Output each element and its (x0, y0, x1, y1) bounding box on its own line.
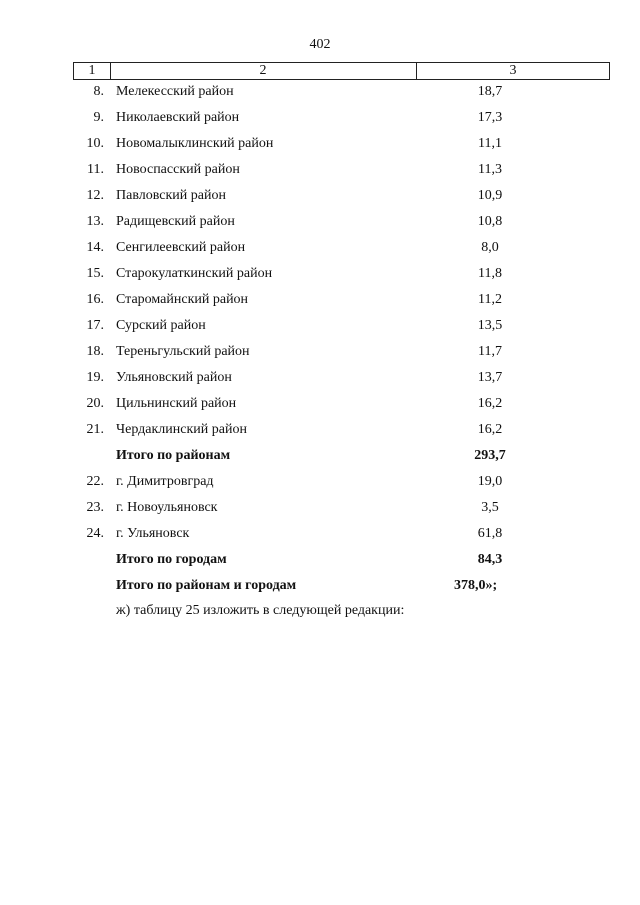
row-number: 9. (93, 110, 104, 125)
row-number: 19. (86, 370, 104, 385)
row-number: 24. (86, 526, 104, 541)
table-row (0, 420, 640, 446)
row-number: 22. (86, 474, 104, 489)
row-name: Старокулаткинский район (116, 266, 273, 281)
row-number: 18. (86, 344, 104, 359)
table-row (0, 160, 640, 186)
table-row (0, 368, 640, 394)
row-number: 11. (87, 162, 104, 177)
row-name: г. Ульяновск (116, 526, 190, 541)
amendment-note: ж) таблицу 25 изложить в следующей редакции: (116, 603, 405, 618)
row-value: 19,0 (477, 474, 503, 489)
row-value: 13,5 (477, 318, 503, 333)
row-name: Тереньгульский район (116, 344, 250, 359)
row-number: 12. (86, 188, 104, 203)
row-value: 16,2 (477, 396, 503, 411)
row-value: 8,0 (481, 240, 499, 255)
table-row (0, 108, 640, 134)
row-number: 23. (86, 500, 104, 515)
row-name: Мелекесский район (116, 84, 234, 99)
row-value: 378,0»; (454, 578, 498, 593)
row-number: 14. (86, 240, 104, 255)
table-row (0, 394, 640, 420)
row-value: 13,7 (477, 370, 503, 385)
table-row (0, 186, 640, 212)
header-cell-name: 2 (110, 63, 417, 79)
row-number: 16. (86, 292, 104, 307)
row-number: 10. (86, 136, 104, 151)
row-name: г. Димитровград (116, 474, 214, 489)
table-row (0, 498, 640, 524)
row-name: Павловский район (116, 188, 226, 203)
row-name: Николаевский район (116, 110, 240, 125)
row-name: Цильнинский район (116, 396, 237, 411)
row-name: Итого по районам и городам (116, 578, 297, 593)
row-value: 10,9 (477, 188, 503, 203)
table-header (73, 62, 610, 80)
row-name: Новоспасский район (116, 162, 240, 177)
table-total-row (0, 550, 640, 576)
row-name: Чердаклинский район (116, 422, 247, 437)
row-value: 11,1 (478, 136, 502, 151)
row-number: 20. (86, 396, 104, 411)
table-row (0, 238, 640, 264)
table-row (0, 134, 640, 160)
table-body (0, 82, 640, 602)
row-value: 61,8 (477, 526, 503, 541)
row-name: г. Новоульяновск (116, 500, 218, 515)
row-name: Сурский район (116, 318, 206, 333)
table-total-row (0, 446, 640, 472)
row-value: 293,7 (474, 448, 506, 463)
header-cell-number: 1 (74, 63, 111, 79)
row-name: Новомалыклинский район (116, 136, 274, 151)
table-row (0, 82, 640, 108)
row-value: 11,8 (478, 266, 502, 281)
row-name: Сенгилеевский район (116, 240, 246, 255)
table-total-row (0, 576, 640, 602)
table-row (0, 524, 640, 550)
row-number: 15. (86, 266, 104, 281)
row-value: 10,8 (477, 214, 503, 229)
table-row (0, 472, 640, 498)
row-value: 16,2 (477, 422, 503, 437)
table-row (0, 264, 640, 290)
row-value: 17,3 (477, 110, 503, 125)
table-row (0, 212, 640, 238)
row-name: Радищевский район (116, 214, 235, 229)
row-value: 11,7 (478, 344, 502, 359)
row-name: Ульяновский район (116, 370, 232, 385)
table-row (0, 316, 640, 342)
row-number: 21. (86, 422, 104, 437)
row-value: 18,7 (477, 84, 503, 99)
page-number: 402 (309, 37, 331, 52)
row-value: 3,5 (481, 500, 499, 515)
row-value: 84,3 (477, 552, 503, 567)
table-row (0, 342, 640, 368)
row-number: 17. (86, 318, 104, 333)
row-number: 8. (93, 84, 104, 99)
row-value: 11,2 (478, 292, 502, 307)
table-row (0, 290, 640, 316)
row-name: Итого по районам (116, 448, 231, 463)
header-cell-value: 3 (509, 63, 517, 78)
row-name: Итого по городам (116, 552, 227, 567)
row-name: Старомайнский район (116, 292, 249, 307)
row-number: 13. (86, 214, 104, 229)
row-value: 11,3 (478, 162, 502, 177)
